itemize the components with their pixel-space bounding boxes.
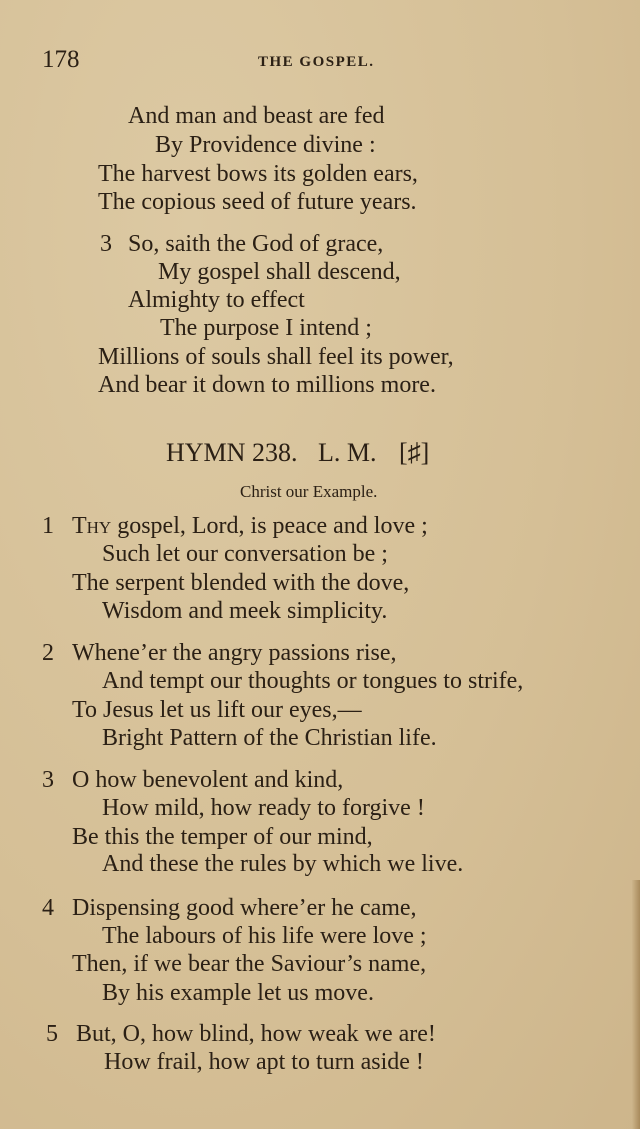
hymn-subtitle: Christ our Example. [240, 482, 378, 501]
verse-line: The copious seed of future years. [98, 189, 417, 215]
verse-line: The labours of his life were love ; [102, 923, 427, 949]
verse-line [72, 512, 428, 540]
verse-line: And these the rules by which we live. [102, 851, 464, 877]
verse-line: To Jesus let us lift our eyes,— [72, 697, 362, 723]
verse-line: By Providence divine : [155, 132, 376, 158]
verse-line: Almighty to effect [128, 287, 305, 313]
stanza-number: 1 [42, 513, 54, 539]
verse-text: gospel, Lord, is peace and love ; [111, 513, 428, 539]
verse-line: Millions of souls shall feel its power, [98, 344, 454, 370]
stanza-number: 4 [42, 895, 54, 921]
verse-line: O how benevolent and kind, [72, 767, 344, 793]
stanza-number: 5 [46, 1021, 58, 1047]
verse-line: The purpose I intend ; [160, 315, 372, 341]
page-number: 178 [42, 46, 80, 73]
verse-line: How frail, how apt to turn aside ! [104, 1049, 424, 1075]
verse-line: But, O, how blind, how weak we are! [76, 1021, 436, 1047]
verse-line: Whene’er the angry passions rise, [72, 640, 397, 666]
first-word: Thy [72, 513, 112, 539]
verse-line: Bright Pattern of the Christian life. [102, 725, 437, 751]
hymn-title: HYMN 238. [166, 438, 298, 467]
stanza-number: 2 [42, 640, 54, 666]
verse-line: By his example let us move. [102, 980, 374, 1006]
verse-line: The serpent blended with the dove, [72, 570, 410, 596]
verse-line: And bear it down to millions more. [98, 372, 436, 398]
verse-line: So, saith the God of grace, [128, 231, 384, 257]
verse-line: The harvest bows its golden ears, [98, 161, 418, 187]
page-edge [632, 880, 640, 1129]
verse-line: Then, if we bear the Saviour’s name, [72, 951, 427, 977]
verse-line: My gospel shall descend, [158, 259, 401, 285]
stanza-number: 3 [100, 231, 112, 257]
verse-line: Wisdom and meek simplicity. [102, 598, 388, 624]
verse-line: How mild, how ready to forgive ! [102, 795, 425, 821]
verse-line: And tempt our thoughts or tongues to strife, [102, 668, 524, 694]
stanza-number: 3 [42, 767, 54, 793]
verse-line: Dispensing good where’er he came, [72, 895, 417, 921]
verse-line: Such let our conversation be ; [102, 541, 388, 567]
verse-line: And man and beast are fed [128, 103, 385, 129]
hymn-meter: L. M. [317, 438, 377, 467]
running-title: THE GOSPEL. [258, 54, 375, 70]
hymn-mark: [♯] [398, 438, 430, 467]
verse-line: Be this the temper of our mind, [72, 824, 373, 850]
hymn-heading [166, 438, 429, 468]
